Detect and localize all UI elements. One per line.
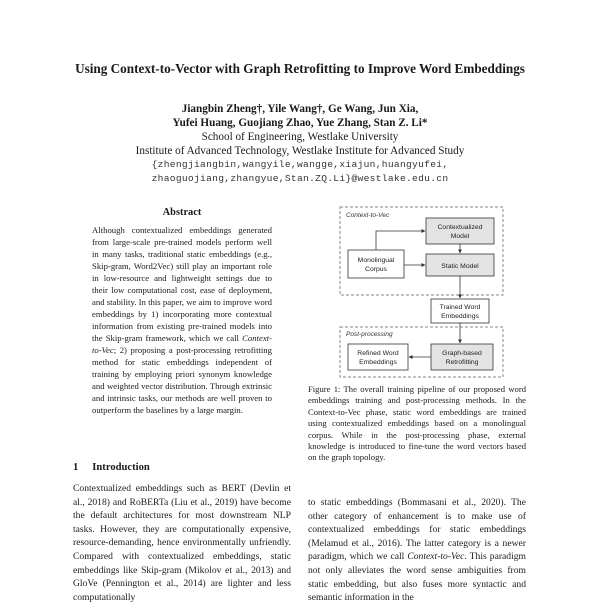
authors-line-2: Yufei Huang, Guojiang Zhao, Yue Zhang, Stan Z. Li* (172, 117, 428, 129)
contextualized-model-box (426, 218, 494, 244)
post-processing-label: Post-processing (346, 331, 393, 338)
abstract-part-1: Although contextualized embeddings generated from large-scale pre-trained models perform well in many tasks, traditional static embeddings (e.g., Skip-gram, Word2Vec) still play an important role in low-resource and lightweight settings due to their low computational cost, ease of deployment, and stability. In this paper, we aim to improve word embeddings by 1) incorporating more contextual information from existing pre-trained models into the Skip-gram framework, which we call (92, 225, 272, 343)
pipeline-figure (338, 205, 506, 381)
intro-right-part-1: to static embeddings (Bommasani et al., 2020). The other category of enhancement is to make use of contextualized embeddings for static embeddings (Melamud et al., 2016). The latter category is a newer paradigm, which we call (308, 497, 526, 563)
contextualized-model-label-2: Model (450, 233, 470, 240)
graph-retrofitting-label-2: Retrofitting (445, 359, 479, 366)
monolingual-corpus-label-1: Monolingual (357, 257, 395, 264)
intro-left-column: Contextualized embeddings such as BERT (Devlin et al., 2018) and RoBERTa (Liu et al., 2019) have become the default architectures for most downstream NLP tasks. However, they are computationally expensive, resource-demanding, hence environmentally unfriendly. Compared with contextualized embeddings, static embeddings like Skip-gram (Mikolov et al., 2013) and GloVe (Pennington et al., 2014) are lighter and less computationally (73, 483, 291, 603)
section-title: Introduction (92, 462, 150, 473)
contextualized-model-label-1: Contextualized (437, 224, 483, 231)
refined-embeddings-label-1: Refined Word (357, 350, 399, 357)
author-block (60, 102, 540, 186)
trained-embeddings-label-1: Trained Word (439, 304, 481, 311)
intro-right-part-2: . This paradigm not only alleviates the word sense ambiguities from static embedding, but also fuses more syntactic and semantic information in the (308, 551, 527, 604)
abstract-heading: Abstract (162, 207, 202, 218)
abstract-part-2: ; 2) proposing a post-processing retrofitting method for static embeddings independent of training by employing priori synonym knowledge and weighted vector distribution. Through extrinsic and intrinsic tasks, our methods are well proven to outperform the baselines by a large margin. (92, 345, 272, 415)
arrow-corpus-to-contextualized (376, 231, 425, 250)
authors-line-1: Jiangbin Zheng†, Yile Wang†, Ge Wang, Jun Xia, (181, 103, 419, 115)
monolingual-corpus-box (348, 250, 404, 278)
graph-retrofitting-box (431, 344, 493, 370)
affiliation-2: Institute of Advanced Technology, Westlake Institute for Advanced Study (135, 145, 465, 157)
refined-embeddings-box (348, 344, 408, 370)
refined-embeddings-label-2: Embeddings (359, 359, 397, 366)
email-line-2: zhaoguojiang,zhangyue,Stan.ZQ.Li}@westlake.edu.cn (151, 173, 449, 184)
abstract-emphasis: Context-to-Vec (92, 333, 272, 355)
graph-retrofitting-label-1: Graph-based (442, 350, 482, 357)
affiliation-1: School of Engineering, Westlake University (201, 131, 399, 143)
monolingual-corpus-label-2: Corpus (365, 266, 387, 273)
intro-right-column (308, 496, 526, 605)
section-number: 1 (73, 462, 79, 473)
context-to-vec-label: Context-to-Vec (346, 212, 390, 219)
static-model-label: Static Model (441, 263, 479, 270)
intro-right-emphasis: Context-to-Vec (407, 551, 465, 563)
trained-embeddings-label-2: Embeddings (441, 313, 479, 320)
abstract-text (92, 224, 272, 416)
figure-caption: Figure 1: The overall training pipeline of our proposed word embeddings training and post-processing methods. In the Context-to-Vec phase, static word embeddings are trained using contextualized embeddings based on a monolingual corpus. While in the post-processing phase, external knowledge is introduced to fine-tune the word vectors based on the graph topology. (308, 384, 526, 463)
email-line-1: {zhengjiangbin,wangyile,wangge,xiajun,huangyufei, (151, 159, 449, 170)
section-heading (73, 462, 150, 473)
paper-title: Using Context-to-Vector with Graph Retrofitting to Improve Word Embeddings (75, 61, 525, 76)
